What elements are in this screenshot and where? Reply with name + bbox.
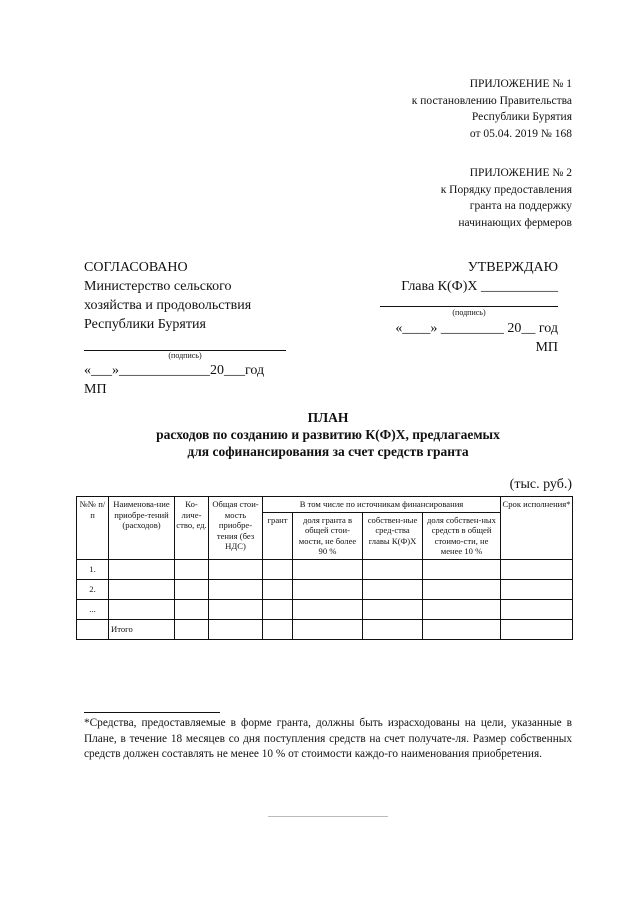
cell (363, 599, 423, 619)
col-total-header: Общая стои-мость приобре-тения (без НДС) (209, 497, 263, 560)
cell (175, 599, 209, 619)
cell (501, 559, 573, 579)
sub-own-header: собствен-ные сред-ства главы К(Ф)Х (363, 512, 423, 559)
plan-title-line: для софинансирования за счет средств гранта (187, 444, 469, 459)
agreed-signature-line (84, 338, 286, 351)
agreed-heading: СОГЛАСОВАНО (84, 260, 188, 275)
cell (293, 619, 363, 639)
col-deadline-header: Срок исполнения* (501, 497, 573, 560)
row-number: 1. (77, 559, 109, 579)
sub-own-share-header: доля собствен-ных средств в общей стоимо-сти, не менее 10 % (423, 512, 501, 559)
appendix-2-title: ПРИЛОЖЕНИЕ № 2 (469, 167, 572, 179)
approved-block (358, 258, 558, 357)
cell (423, 579, 501, 599)
col-sources-header: В том числе по источникам финансирования (263, 497, 501, 513)
cell (363, 579, 423, 599)
cell (293, 599, 363, 619)
approved-head-line: Глава К(Ф)Х ___________ (401, 279, 558, 294)
cell (263, 599, 293, 619)
appendix-2-line: гранта на поддержку (469, 200, 572, 212)
cell (423, 619, 501, 639)
cell (109, 559, 175, 579)
cell (209, 579, 263, 599)
agreed-org-line: хозяйства и продовольствия (84, 298, 252, 313)
footnote-divider (84, 712, 220, 713)
units-label: (тыс. руб.) (509, 477, 572, 492)
appendix-1-line: Республики Бурятия (471, 111, 572, 123)
row-number: 2. (77, 579, 109, 599)
cell (263, 579, 293, 599)
approved-stamp: МП (535, 340, 558, 355)
table-row (77, 559, 573, 579)
agreed-date-line: «___»_____________20___год (84, 363, 265, 378)
cell (501, 619, 573, 639)
sub-grant-header: грант (263, 512, 293, 559)
agreed-stamp: МП (84, 382, 107, 397)
cell (423, 599, 501, 619)
agreed-org-line: Министерство сельского (84, 279, 232, 294)
col-num-header: №№ п/п (77, 497, 109, 560)
cell (501, 599, 573, 619)
cell (263, 619, 293, 639)
cell (263, 559, 293, 579)
plan-title (84, 409, 572, 460)
col-qty-header: Ко-личе-ство, ед. (175, 497, 209, 560)
table-row (77, 579, 573, 599)
cell (363, 559, 423, 579)
cell (423, 559, 501, 579)
appendix-1-block (412, 76, 572, 142)
table-total-row (77, 619, 573, 639)
agreed-signature-label: (подпись) (168, 351, 202, 360)
cell (109, 599, 175, 619)
appendix-2-line: начинающих фермеров (458, 216, 572, 229)
appendix-2-block (441, 165, 572, 231)
agreed-org-line: Республики Бурятия (84, 317, 206, 332)
total-label: Итого (109, 619, 175, 639)
cell (109, 579, 175, 599)
cell (293, 579, 363, 599)
plan-table (76, 496, 573, 640)
appendix-1-date: от 05.04. 2019 № 168 (469, 127, 572, 140)
appendix-2-line: к Порядку предоставления (440, 183, 572, 196)
cell (209, 559, 263, 579)
cell (209, 619, 263, 639)
approved-date-line: «____» _________ 20__ год (395, 321, 558, 336)
plan-title-line: расходов по созданию и развитию К(Ф)Х, предлагаемых (156, 427, 500, 442)
sub-grant-share-header: доля гранта в общей стои-мости, не более 90 % (293, 512, 363, 559)
appendix-1-title: ПРИЛОЖЕНИЕ № 1 (469, 78, 572, 90)
agreed-block (84, 258, 286, 399)
appendix-1-line: к постановлению Правительства (411, 94, 572, 107)
cell (175, 559, 209, 579)
cell (175, 579, 209, 599)
cell (209, 599, 263, 619)
table-row (77, 599, 573, 619)
cell (77, 619, 109, 639)
approved-signature-line (380, 296, 558, 307)
plan-title-main: ПЛАН (307, 410, 349, 425)
approved-signature-label: (подпись) (452, 308, 486, 317)
col-name-header: Наименова-ние приобре-тений (расходов) (109, 497, 175, 560)
cell (501, 579, 573, 599)
cell (175, 619, 209, 639)
approved-heading: УТВЕРЖДАЮ (467, 260, 558, 275)
row-number: ... (77, 599, 109, 619)
cell (293, 559, 363, 579)
cell (363, 619, 423, 639)
footnote: *Средства, предоставляемые в форме гранта, должны быть израсходованы на цели, указанные в Плане, в течение 18 месяцев со дня поступления средств на счет получате-ля. Размер собственных средств должен составлять не менее 10 % от стоимости каждо-го наименования приобретения. (84, 717, 572, 760)
page-end-line (268, 816, 388, 817)
